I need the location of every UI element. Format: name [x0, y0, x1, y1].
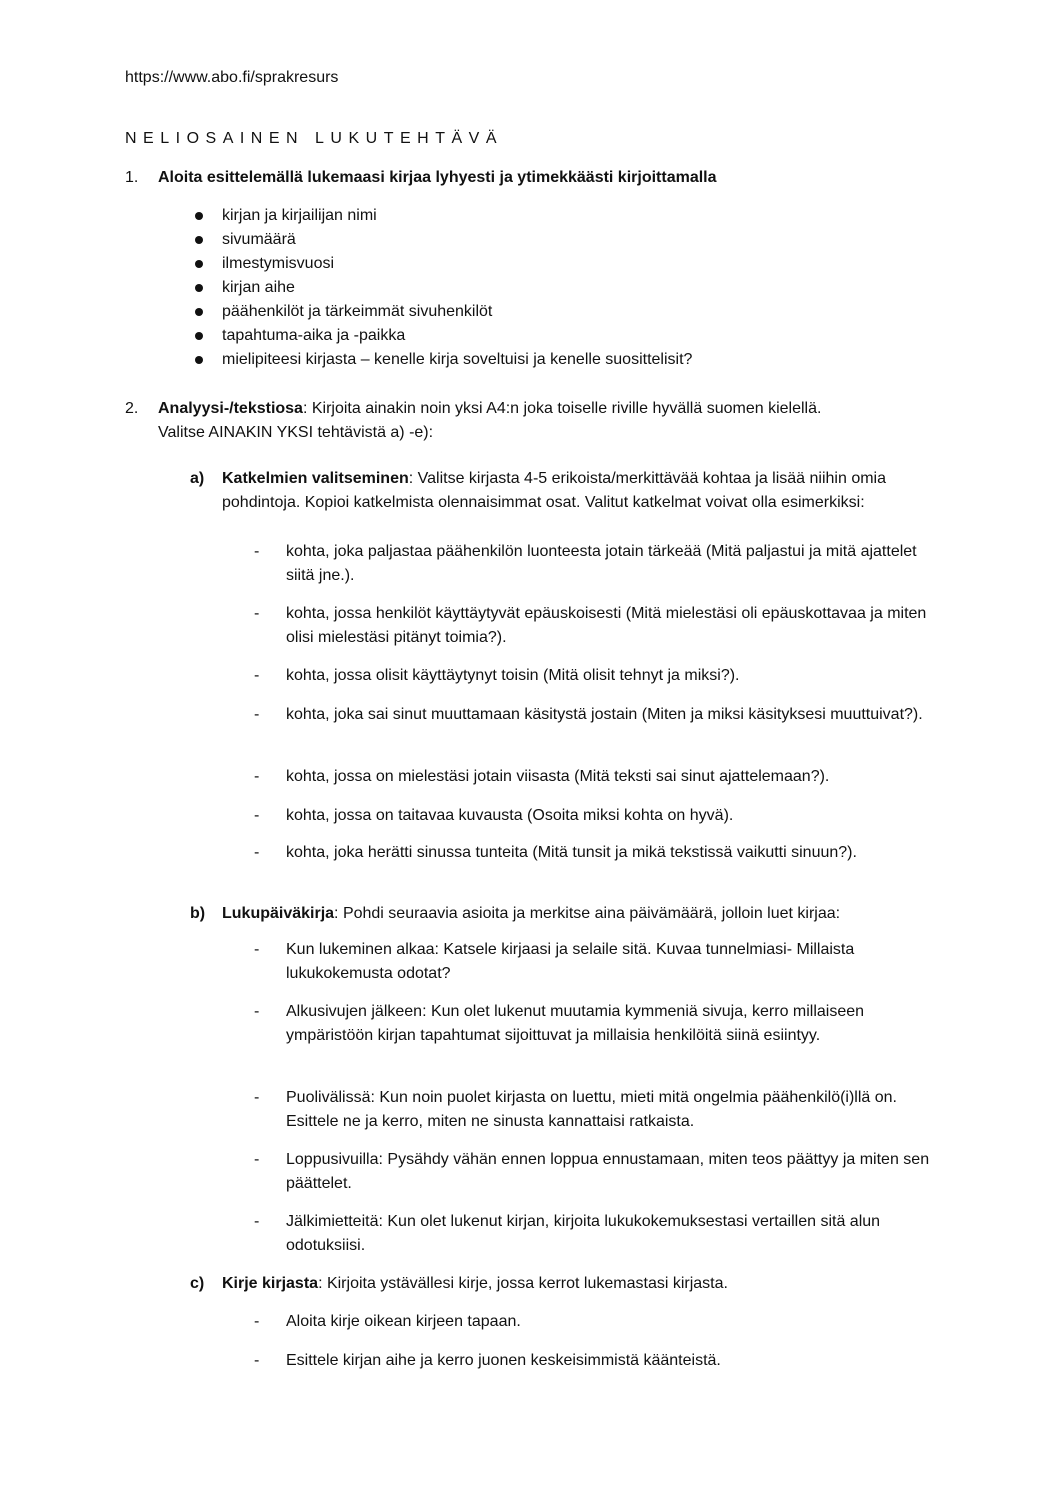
part-b-letter: b): [190, 905, 206, 922]
bullet-icon: [195, 236, 203, 244]
part-b: [190, 902, 930, 926]
part-c-letter: c): [190, 1275, 205, 1292]
part-b-intro: : Pohdi seuraavia asioita ja merkitse aina päivämäärä, jolloin luet kirjaa:: [334, 905, 841, 922]
section-2-heading: Analyysi-/tekstiosa: [158, 400, 303, 417]
section-2-number: 2.: [125, 400, 139, 417]
part-a-letter: a): [190, 470, 205, 487]
list-item: mielipiteesi kirjasta – kenelle kirja soveltuisi ja kenelle suosittelisit?: [192, 348, 692, 372]
part-a-intro: : Valitse kirjasta 4-5 erikoista/merkittävää kohtaa ja lisää niihin omia pohdintoja. Kopioi katkelmista olennaisimmat osat. Valitut katkelmat voivat olla esimerkiksi:: [222, 470, 886, 511]
list-item: - kohta, jossa olisit käyttäytynyt toisin (Mitä olisit tehnyt ja miksi?).: [254, 667, 740, 684]
list-item: kirjan aihe: [192, 276, 692, 300]
part-c-intro: : Kirjoita ystävällesi kirje, jossa kerrot lukemastasi kirjasta.: [318, 1275, 728, 1292]
bullet-icon: [195, 212, 203, 220]
list-item: - Kun lukeminen alkaa: Katsele kirjaasi ja selaile sitä. Kuvaa tunnelmiasi- Millaista lukukokemusta odotat?: [254, 941, 855, 982]
list-item: - kohta, joka paljastaa päähenkilön luonteesta jotain tärkeää (Mitä paljastui ja mitä ajattelet siitä jne.).: [254, 543, 917, 584]
part-a: [190, 467, 930, 515]
section-1-bullet-list: [192, 204, 692, 372]
part-c-heading: Kirje kirjasta: [222, 1275, 319, 1292]
list-item: - kohta, jossa on mielestäsi jotain viisasta (Mitä teksti sai sinut ajattelemaan?).: [254, 768, 830, 785]
list-item: - Esittele kirjan aihe ja kerro juonen keskeisimmistä käänteistä.: [254, 1352, 721, 1369]
list-item: - kohta, jossa henkilöt käyttäytyvät epäuskoisesti (Mitä mielestäsi oli epäuskottavaa ja miten olisi mielestäsi pitänyt toimia?).: [254, 605, 927, 646]
list-item: - Puolivälissä: Kun noin puolet kirjasta on luettu, mieti mitä ongelmia päähenkilö(i)llä on. Esittele ne ja kerro, miten ne sinusta kannattaisi ratkaista.: [254, 1089, 897, 1130]
section-2-text: : Kirjoita ainakin noin yksi A4:n joka toiselle riville hyvällä suomen kielellä.: [302, 400, 822, 417]
source-url: https://www.abo.fi/sprakresurs: [125, 69, 339, 86]
bullet-icon: [195, 284, 203, 292]
list-item: - Loppusivuilla: Pysähdy vähän ennen loppua ennustamaan, miten teos päättyy ja miten sen päättelet.: [254, 1151, 930, 1192]
list-item: päähenkilöt ja tärkeimmät sivuhenkilöt: [192, 300, 692, 324]
list-item: - kohta, jossa on taitavaa kuvausta (Osoita miksi kohta on hyvä).: [254, 807, 734, 824]
list-item: - Jälkimietteitä: Kun olet lukenut kirjan, kirjoita lukukokemuksestasi vertaillen sitä alun odotuksiisi.: [254, 1213, 881, 1254]
page-title: NELIOSAINEN LUKUTEHTÄVÄ: [125, 130, 503, 147]
part-b-heading: Lukupäiväkirja: [222, 905, 335, 922]
bullet-icon: [195, 356, 203, 364]
bullet-icon: [195, 332, 203, 340]
list-item: - Aloita kirje oikean kirjeen tapaan.: [254, 1313, 521, 1330]
list-item: tapahtuma-aika ja -paikka: [192, 324, 692, 348]
bullet-icon: [195, 308, 203, 316]
section-1-number: 1.: [125, 169, 139, 186]
section-1: [125, 166, 945, 190]
list-item: ilmestymisvuosi: [192, 252, 692, 276]
list-item: - Alkusivujen jälkeen: Kun olet lukenut muutamia kymmeniä sivuja, kerro millaiseen ympäristöön kirjan tapahtumat sijoittuvat ja millaisia henkilöitä siinä esiintyy.: [254, 1003, 865, 1044]
list-item: - kohta, joka sai sinut muuttamaan käsitystä jostain (Miten ja miksi käsityksesi muuttuivat?).: [254, 706, 923, 723]
list-item: kirjan ja kirjailijan nimi: [192, 204, 692, 228]
section-1-heading: Aloita esittelemällä lukemaasi kirjaa lyhyesti ja ytimekkäästi kirjoittamalla: [158, 169, 717, 186]
part-c: [190, 1272, 930, 1296]
section-2: [125, 397, 945, 445]
list-item: - kohta, joka herätti sinussa tunteita (Mitä tunsit ja mikä tekstissä vaikutti sinuun?).: [254, 844, 857, 861]
part-a-heading: Katkelmien valitseminen: [222, 470, 409, 487]
bullet-icon: [195, 260, 203, 268]
section-2-instruction: Valitse AINAKIN YKSI tehtävistä a) -e):: [158, 424, 434, 441]
list-item: sivumäärä: [192, 228, 692, 252]
